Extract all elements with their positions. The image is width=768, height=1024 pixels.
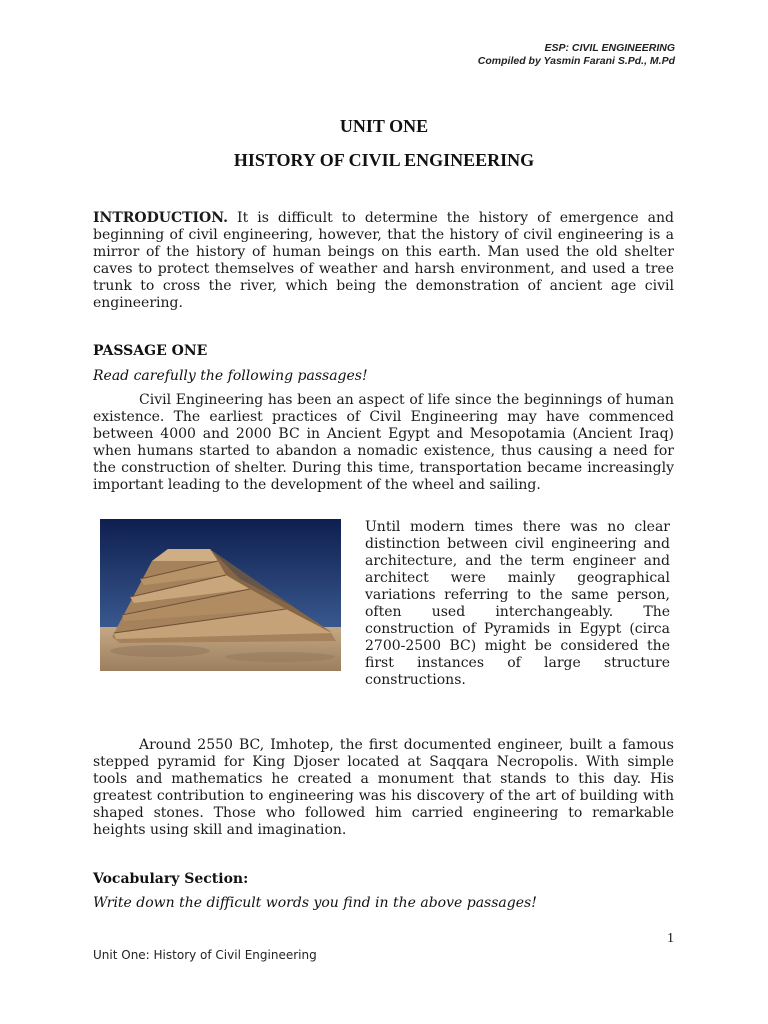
running-header	[478, 42, 675, 68]
header-compiler: Compiled by Yasmin Farani S.Pd., M.Pd	[477, 55, 675, 67]
step-pyramid-image	[100, 519, 341, 671]
pyramid-photo	[100, 519, 341, 671]
page-number: 1	[667, 931, 674, 946]
vocabulary-heading-text: Vocabulary Section	[93, 871, 244, 887]
header-course: ESP: CIVIL ENGINEERING	[544, 42, 675, 54]
passage-paragraph-3: Around 2550 BC, Imhotep, the first documented engineer, built a famous stepped pyramid for King Djoser located at Saqqara Necropolis. With simple tools and mathematics he created a monument that stands to this day. His greatest contribution to engineering was his discovery of the art of building with shaped stones. Those who followed him carried engineering to remarkable heights using skill and imagination.	[93, 737, 674, 838]
passage-paragraph-1: Civil Engineering has been an aspect of life since the beginnings of human existence. The earliest practices of Civil Engineering may have commenced between 4000 and 2000 BC in Ancient Egypt and Mesopotamia (Ancient Iraq) when humans started to abandon a nomadic existence, thus causing a need for the construction of shelter. During this time, transportation became increasingly important leading to the development of the wheel and sailing.	[93, 392, 674, 493]
introduction-lead: INTRODUCTION.	[93, 210, 229, 226]
unit-title: UNIT ONE	[339, 116, 429, 136]
passage-one-heading: PASSAGE ONE	[93, 343, 208, 359]
vocabulary-heading-colon: :	[243, 871, 249, 887]
vocabulary-heading	[93, 871, 248, 887]
page-title: HISTORY OF CIVIL ENGINEERING	[233, 150, 535, 170]
passage-one-instruction: Read carefully the following passages!	[93, 368, 368, 384]
running-footer: Unit One: History of Civil Engineering	[93, 948, 317, 962]
introduction-paragraph	[93, 210, 674, 312]
introduction-text: It is difficult to determine the history of emergence and beginning of civil engineering, however, that the history of civil engineering is a mirror of the history of human beings on this earth. Man used the old shelter caves to protect themselves of weather and harsh environment, and used a tree trunk to cross the river, which being the demonstration of ancient age civil engineering.	[93, 210, 674, 311]
passage-paragraph-2: Until modern times there was no clear distinction between civil engineering and architecture, and the term engineer and architect were mainly geographical variations referring to the same person, often used interchangeably. The construction of Pyramids in Egypt (circa 2700-2500 BC) might be considered the first instances of large structure constructions.	[365, 519, 670, 688]
vocabulary-instruction: Write down the difficult words you find in the above passages!	[93, 895, 537, 911]
